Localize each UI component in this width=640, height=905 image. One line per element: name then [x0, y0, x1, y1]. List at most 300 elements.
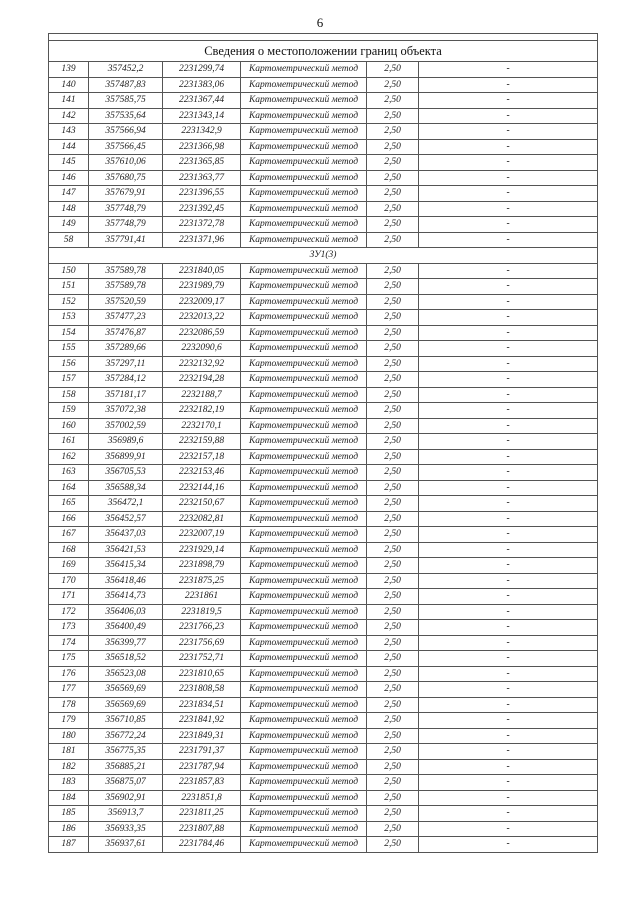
coord-y-cell: 2231366,98: [163, 139, 241, 155]
precision-cell: 2,50: [367, 759, 419, 775]
extra-cell: -: [419, 403, 598, 419]
coord-x-cell: 356518,52: [89, 651, 163, 667]
extra-cell: -: [419, 635, 598, 651]
table-row: [49, 465, 598, 481]
method-cell: Картометрический метод: [241, 418, 367, 434]
method-cell: Картометрический метод: [241, 403, 367, 419]
coord-x-cell: 356989,6: [89, 434, 163, 450]
method-cell: Картометрический метод: [241, 496, 367, 512]
table-row: [49, 356, 598, 372]
precision-cell: 2,50: [367, 604, 419, 620]
extra-cell: -: [419, 434, 598, 450]
coord-x-cell: 356399,77: [89, 635, 163, 651]
table-row: [49, 449, 598, 465]
coord-y-cell: 2232153,46: [163, 465, 241, 481]
table-row: [49, 635, 598, 651]
point-number-cell: 141: [49, 93, 89, 109]
point-number-cell: 152: [49, 294, 89, 310]
method-cell: Картометрический метод: [241, 465, 367, 481]
method-cell: Картометрический метод: [241, 155, 367, 171]
extra-cell: -: [419, 124, 598, 140]
point-number-cell: 162: [49, 449, 89, 465]
method-cell: Картометрический метод: [241, 108, 367, 124]
point-number-cell: 153: [49, 310, 89, 326]
method-cell: Картометрический метод: [241, 310, 367, 326]
coord-x-cell: 357297,11: [89, 356, 163, 372]
precision-cell: 2,50: [367, 496, 419, 512]
coord-y-cell: 2231840,05: [163, 263, 241, 279]
method-cell: Картометрический метод: [241, 263, 367, 279]
coord-x-cell: 357566,45: [89, 139, 163, 155]
point-number-cell: 183: [49, 775, 89, 791]
coord-x-cell: 357452,2: [89, 62, 163, 78]
point-number-cell: 179: [49, 713, 89, 729]
precision-cell: 2,50: [367, 124, 419, 140]
point-number-cell: 143: [49, 124, 89, 140]
coord-y-cell: 2232082,81: [163, 511, 241, 527]
table-row: [49, 480, 598, 496]
table-row: [49, 124, 598, 140]
point-number-cell: 177: [49, 682, 89, 698]
extra-cell: -: [419, 263, 598, 279]
precision-cell: 2,50: [367, 93, 419, 109]
extra-cell: -: [419, 356, 598, 372]
table-row: [49, 666, 598, 682]
table-row: [49, 604, 598, 620]
precision-cell: 2,50: [367, 635, 419, 651]
precision-cell: 2,50: [367, 155, 419, 171]
coord-x-cell: 356937,61: [89, 837, 163, 853]
extra-cell: -: [419, 232, 598, 248]
method-cell: Картометрический метод: [241, 744, 367, 760]
coord-x-cell: 356569,69: [89, 682, 163, 698]
extra-cell: -: [419, 837, 598, 853]
coord-x-cell: 356875,07: [89, 775, 163, 791]
point-number-cell: 170: [49, 573, 89, 589]
table-row: [49, 682, 598, 698]
table-row: [49, 558, 598, 574]
section-title: Сведения о местоположении границ объекта: [49, 41, 598, 62]
method-cell: Картометрический метод: [241, 480, 367, 496]
extra-cell: -: [419, 558, 598, 574]
method-cell: Картометрический метод: [241, 232, 367, 248]
table-row: [49, 263, 598, 279]
extra-cell: -: [419, 139, 598, 155]
extra-cell: -: [419, 697, 598, 713]
coord-x-cell: 357520,59: [89, 294, 163, 310]
coord-y-cell: 2232170,1: [163, 418, 241, 434]
table-row: [49, 279, 598, 295]
point-number-cell: 174: [49, 635, 89, 651]
point-number-cell: 184: [49, 790, 89, 806]
coord-y-cell: 2231861: [163, 589, 241, 605]
coord-y-cell: 2231299,74: [163, 62, 241, 78]
extra-cell: -: [419, 480, 598, 496]
coord-y-cell: 2231372,78: [163, 217, 241, 233]
precision-cell: 2,50: [367, 403, 419, 419]
coord-y-cell: 2231989,79: [163, 279, 241, 295]
extra-cell: -: [419, 217, 598, 233]
coord-x-cell: 357748,79: [89, 217, 163, 233]
method-cell: Картометрический метод: [241, 558, 367, 574]
table-row: [49, 387, 598, 403]
coord-x-cell: 356406,03: [89, 604, 163, 620]
precision-cell: 2,50: [367, 294, 419, 310]
table-row: [49, 294, 598, 310]
coord-y-cell: 2231787,94: [163, 759, 241, 775]
point-number-cell: 145: [49, 155, 89, 171]
coord-y-cell: 2231784,46: [163, 837, 241, 853]
point-number-cell: 140: [49, 77, 89, 93]
coord-x-cell: 356400,49: [89, 620, 163, 636]
method-cell: Картометрический метод: [241, 542, 367, 558]
coord-y-cell: 2231371,96: [163, 232, 241, 248]
precision-cell: 2,50: [367, 573, 419, 589]
coord-y-cell: 2231791,37: [163, 744, 241, 760]
point-number-cell: 155: [49, 341, 89, 357]
table-row: [49, 589, 598, 605]
coord-y-cell: 2232150,67: [163, 496, 241, 512]
method-cell: Картометрический метод: [241, 341, 367, 357]
precision-cell: 2,50: [367, 62, 419, 78]
table-row: [49, 217, 598, 233]
extra-cell: -: [419, 465, 598, 481]
method-cell: Картометрический метод: [241, 775, 367, 791]
point-number-cell: 186: [49, 821, 89, 837]
point-number-cell: 176: [49, 666, 89, 682]
method-cell: Картометрический метод: [241, 790, 367, 806]
coord-y-cell: 2231807,88: [163, 821, 241, 837]
point-number-cell: 147: [49, 186, 89, 202]
method-cell: Картометрический метод: [241, 449, 367, 465]
point-number-cell: 167: [49, 527, 89, 543]
extra-cell: -: [419, 294, 598, 310]
coord-x-cell: 356710,85: [89, 713, 163, 729]
coord-y-cell: 2232086,59: [163, 325, 241, 341]
precision-cell: 2,50: [367, 589, 419, 605]
point-number-cell: 161: [49, 434, 89, 450]
extra-cell: -: [419, 449, 598, 465]
precision-cell: 2,50: [367, 821, 419, 837]
coord-y-cell: 2231756,69: [163, 635, 241, 651]
table-row: [49, 821, 598, 837]
extra-cell: -: [419, 744, 598, 760]
precision-cell: 2,50: [367, 201, 419, 217]
precision-cell: 2,50: [367, 77, 419, 93]
point-number-cell: 163: [49, 465, 89, 481]
method-cell: Картометрический метод: [241, 511, 367, 527]
coord-y-cell: 2231367,44: [163, 93, 241, 109]
precision-cell: 2,50: [367, 775, 419, 791]
point-number-cell: 169: [49, 558, 89, 574]
extra-cell: -: [419, 77, 598, 93]
table-row: [49, 403, 598, 419]
precision-cell: 2,50: [367, 511, 419, 527]
extra-cell: -: [419, 372, 598, 388]
extra-cell: -: [419, 806, 598, 822]
table-row: [49, 759, 598, 775]
coord-x-cell: 357477,23: [89, 310, 163, 326]
precision-cell: 2,50: [367, 387, 419, 403]
point-number-cell: 172: [49, 604, 89, 620]
extra-cell: -: [419, 527, 598, 543]
boundary-coordinates-table: [48, 33, 598, 853]
precision-cell: 2,50: [367, 697, 419, 713]
extra-cell: -: [419, 170, 598, 186]
method-cell: Картометрический метод: [241, 806, 367, 822]
extra-cell: -: [419, 93, 598, 109]
point-number-cell: 150: [49, 263, 89, 279]
coord-x-cell: 357284,12: [89, 372, 163, 388]
point-number-cell: 185: [49, 806, 89, 822]
point-number-cell: 146: [49, 170, 89, 186]
table-row: [49, 697, 598, 713]
extra-cell: -: [419, 62, 598, 78]
coord-x-cell: 356452,57: [89, 511, 163, 527]
extra-cell: -: [419, 108, 598, 124]
coord-x-cell: 357610,06: [89, 155, 163, 171]
table-row: [49, 620, 598, 636]
coord-x-cell: 357181,17: [89, 387, 163, 403]
method-cell: Картометрический метод: [241, 697, 367, 713]
coord-y-cell: 2231766,23: [163, 620, 241, 636]
extra-cell: -: [419, 511, 598, 527]
table-row: [49, 573, 598, 589]
coord-y-cell: 2231392,45: [163, 201, 241, 217]
point-number-cell: 151: [49, 279, 89, 295]
table-row: [49, 651, 598, 667]
point-number-cell: 139: [49, 62, 89, 78]
method-cell: Картометрический метод: [241, 527, 367, 543]
table-row: [49, 496, 598, 512]
coord-y-cell: 2231857,83: [163, 775, 241, 791]
table-row: [49, 511, 598, 527]
precision-cell: 2,50: [367, 744, 419, 760]
point-number-cell: 187: [49, 837, 89, 853]
table-top-spacer: [49, 34, 598, 41]
point-number-cell: 158: [49, 387, 89, 403]
point-number-cell: 175: [49, 651, 89, 667]
extra-cell: -: [419, 542, 598, 558]
coord-x-cell: 357680,75: [89, 170, 163, 186]
precision-cell: 2,50: [367, 465, 419, 481]
extra-cell: -: [419, 790, 598, 806]
precision-cell: 2,50: [367, 232, 419, 248]
coord-x-cell: 357748,79: [89, 201, 163, 217]
table-row: [49, 170, 598, 186]
coord-y-cell: 2232144,16: [163, 480, 241, 496]
table-body: [49, 34, 598, 853]
point-number-cell: 160: [49, 418, 89, 434]
coord-x-cell: 357585,75: [89, 93, 163, 109]
extra-cell: -: [419, 310, 598, 326]
precision-cell: 2,50: [367, 542, 419, 558]
precision-cell: 2,50: [367, 372, 419, 388]
coord-y-cell: 2231929,14: [163, 542, 241, 558]
coord-x-cell: 357589,78: [89, 279, 163, 295]
coord-y-cell: 2231365,85: [163, 155, 241, 171]
extra-cell: -: [419, 201, 598, 217]
method-cell: Картометрический метод: [241, 821, 367, 837]
section-label-row: [49, 248, 598, 264]
point-number-cell: 142: [49, 108, 89, 124]
table-row: [49, 325, 598, 341]
table-row: [49, 155, 598, 171]
coord-y-cell: 2232132,92: [163, 356, 241, 372]
coord-x-cell: 357002,59: [89, 418, 163, 434]
precision-cell: 2,50: [367, 806, 419, 822]
point-number-cell: 173: [49, 620, 89, 636]
method-cell: Картометрический метод: [241, 759, 367, 775]
method-cell: Картометрический метод: [241, 589, 367, 605]
coord-x-cell: 357791,41: [89, 232, 163, 248]
coord-y-cell: 2231363,77: [163, 170, 241, 186]
coord-y-cell: 2231834,51: [163, 697, 241, 713]
extra-cell: -: [419, 821, 598, 837]
method-cell: Картометрический метод: [241, 573, 367, 589]
method-cell: Картометрический метод: [241, 356, 367, 372]
coord-x-cell: 357566,94: [89, 124, 163, 140]
point-number-cell: 159: [49, 403, 89, 419]
coord-x-cell: 356588,34: [89, 480, 163, 496]
extra-cell: -: [419, 573, 598, 589]
precision-cell: 2,50: [367, 279, 419, 295]
method-cell: Картометрический метод: [241, 837, 367, 853]
coord-y-cell: 2231383,06: [163, 77, 241, 93]
coord-x-cell: 356523,08: [89, 666, 163, 682]
coord-y-cell: 2232009,17: [163, 294, 241, 310]
coord-y-cell: 2231841,92: [163, 713, 241, 729]
coord-x-cell: 357535,64: [89, 108, 163, 124]
method-cell: Картометрический метод: [241, 217, 367, 233]
coord-y-cell: 2231808,58: [163, 682, 241, 698]
precision-cell: 2,50: [367, 713, 419, 729]
table-row: [49, 728, 598, 744]
method-cell: Картометрический метод: [241, 666, 367, 682]
coord-x-cell: 356902,91: [89, 790, 163, 806]
extra-cell: -: [419, 759, 598, 775]
table-row: [49, 341, 598, 357]
coord-x-cell: 356415,34: [89, 558, 163, 574]
point-number-cell: 171: [49, 589, 89, 605]
method-cell: Картометрический метод: [241, 434, 367, 450]
coord-y-cell: 2232013,22: [163, 310, 241, 326]
precision-cell: 2,50: [367, 325, 419, 341]
section-title-row: [49, 41, 598, 62]
precision-cell: 2,50: [367, 666, 419, 682]
point-number-cell: 180: [49, 728, 89, 744]
coord-y-cell: 2231849,31: [163, 728, 241, 744]
precision-cell: 2,50: [367, 217, 419, 233]
point-number-cell: 58: [49, 232, 89, 248]
coord-x-cell: 356933,35: [89, 821, 163, 837]
coord-y-cell: 2231752,71: [163, 651, 241, 667]
method-cell: Картометрический метод: [241, 713, 367, 729]
point-number-cell: 156: [49, 356, 89, 372]
extra-cell: -: [419, 682, 598, 698]
extra-cell: -: [419, 418, 598, 434]
coord-y-cell: 2231396,55: [163, 186, 241, 202]
page-number: 6: [316, 15, 324, 30]
coord-y-cell: 2232182,19: [163, 403, 241, 419]
table-row: [49, 310, 598, 326]
precision-cell: 2,50: [367, 108, 419, 124]
point-number-cell: 182: [49, 759, 89, 775]
coord-x-cell: 357476,87: [89, 325, 163, 341]
method-cell: Картометрический метод: [241, 139, 367, 155]
point-number-cell: 178: [49, 697, 89, 713]
coord-y-cell: 2232159,88: [163, 434, 241, 450]
method-cell: Картометрический метод: [241, 682, 367, 698]
coord-y-cell: 2231851,8: [163, 790, 241, 806]
coord-x-cell: 356772,24: [89, 728, 163, 744]
table-row: [49, 62, 598, 78]
point-number-cell: 149: [49, 217, 89, 233]
precision-cell: 2,50: [367, 170, 419, 186]
method-cell: Картометрический метод: [241, 294, 367, 310]
method-cell: Картометрический метод: [241, 635, 367, 651]
coord-x-cell: 356437,03: [89, 527, 163, 543]
table-row: [49, 775, 598, 791]
table-row: [49, 837, 598, 853]
table-row: [49, 527, 598, 543]
extra-cell: -: [419, 496, 598, 512]
table-row: [49, 139, 598, 155]
point-number-cell: 168: [49, 542, 89, 558]
extra-cell: -: [419, 341, 598, 357]
precision-cell: 2,50: [367, 728, 419, 744]
precision-cell: 2,50: [367, 837, 419, 853]
precision-cell: 2,50: [367, 620, 419, 636]
table-row: [49, 744, 598, 760]
table-row: [49, 806, 598, 822]
extra-cell: -: [419, 666, 598, 682]
coord-x-cell: 356885,21: [89, 759, 163, 775]
table-row: [49, 108, 598, 124]
coord-x-cell: 356899,91: [89, 449, 163, 465]
table-row: [49, 93, 598, 109]
table-row: [49, 372, 598, 388]
method-cell: Картометрический метод: [241, 372, 367, 388]
coord-y-cell: 2231811,25: [163, 806, 241, 822]
method-cell: Картометрический метод: [241, 325, 367, 341]
method-cell: Картометрический метод: [241, 387, 367, 403]
coord-y-cell: 2231898,79: [163, 558, 241, 574]
point-number-cell: 165: [49, 496, 89, 512]
precision-cell: 2,50: [367, 682, 419, 698]
precision-cell: 2,50: [367, 186, 419, 202]
coord-y-cell: 2232194,28: [163, 372, 241, 388]
coord-x-cell: 357589,78: [89, 263, 163, 279]
precision-cell: 2,50: [367, 790, 419, 806]
coord-y-cell: 2231343,14: [163, 108, 241, 124]
point-number-cell: 144: [49, 139, 89, 155]
coord-y-cell: 2232090,6: [163, 341, 241, 357]
extra-cell: -: [419, 186, 598, 202]
table-row: [49, 77, 598, 93]
coord-x-cell: 356421,53: [89, 542, 163, 558]
precision-cell: 2,50: [367, 341, 419, 357]
precision-cell: 2,50: [367, 263, 419, 279]
table-row: [49, 418, 598, 434]
table-row: [49, 542, 598, 558]
extra-cell: -: [419, 387, 598, 403]
coord-x-cell: 357289,66: [89, 341, 163, 357]
table-row: [49, 434, 598, 450]
table-row: [49, 790, 598, 806]
point-number-cell: 166: [49, 511, 89, 527]
point-number-cell: 148: [49, 201, 89, 217]
